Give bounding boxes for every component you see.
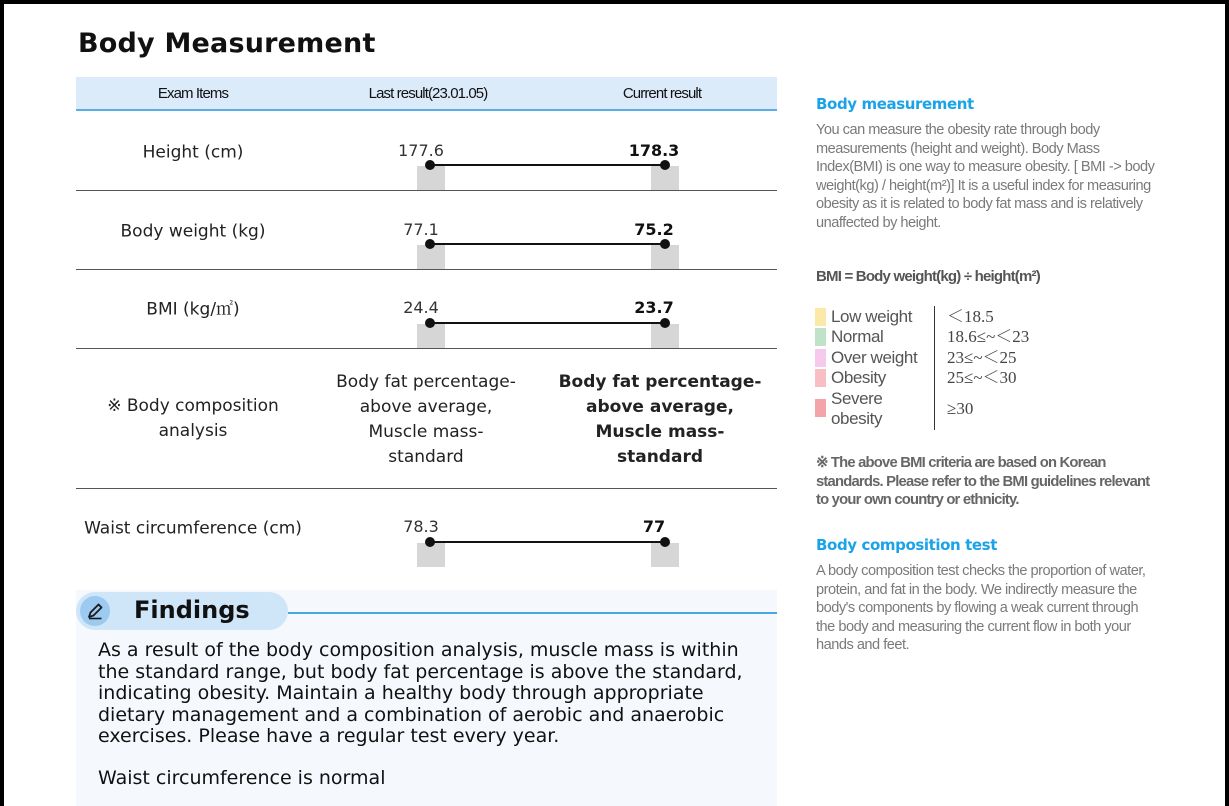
row-label-height: Height (cm) xyxy=(142,142,244,163)
row-divider xyxy=(76,488,777,489)
height-last-point xyxy=(425,160,435,170)
composition-current-line: standard xyxy=(616,447,703,467)
weight-current-value: 75.2 xyxy=(634,220,674,239)
legend-range-severe: ≥30 xyxy=(947,399,974,418)
height-current-point xyxy=(660,160,670,170)
header-last-result: Last result(23.01.05) xyxy=(368,85,488,102)
legend-category-normal: Normal xyxy=(831,327,884,346)
legend-swatch-normal xyxy=(815,328,826,346)
header-current-result: Current result xyxy=(622,85,702,102)
bmi-current-point xyxy=(660,318,670,328)
legend-category-obesity: Obesity xyxy=(831,368,886,387)
side-body-measurement-title: Body measurement xyxy=(816,95,974,113)
weight-last-point xyxy=(425,239,435,249)
findings-text: As a result of the body composition analysis, muscle mass is within the standard range, but body fat percentage is above the standard, indicating obesity. Maintain a healthy body through appropriate dietary management and a combination of aerobic and anaerobic exercises. Please have a regular test every year. xyxy=(98,639,743,748)
legend-range-obesity: 25≤~＜30 xyxy=(947,368,1017,387)
height-last-value: 177.6 xyxy=(398,141,444,160)
waist-last-point xyxy=(425,537,435,547)
bmi-formula: BMI = Body weight(kg) ÷ height(m²) xyxy=(816,268,1040,285)
row-divider xyxy=(76,269,777,270)
legend-category-low: Low weight xyxy=(831,307,913,326)
side-composition-text: A body composition test checks the proportion of water, protein, and fat in the body. We indirectly measure the body's components by flowing a weak current through the body and measuring the current flow in both your hands and feet. xyxy=(816,563,1146,653)
waist-current-point xyxy=(660,537,670,547)
legend-range-over: 23≤~＜25 xyxy=(947,348,1017,367)
findings-divider xyxy=(288,612,777,614)
composition-last-line: Muscle mass- xyxy=(368,422,484,442)
legend-swatch-low xyxy=(815,308,826,326)
legend-swatch-obesity xyxy=(815,369,826,387)
row-label-waist: Waist circumference (cm) xyxy=(84,518,302,539)
waist-trend-line xyxy=(430,541,665,543)
legend-swatch-over xyxy=(815,349,826,367)
weight-current-point xyxy=(660,239,670,249)
composition-current-line: Body fat percentage- xyxy=(558,372,762,392)
page-title: Body Measurement xyxy=(78,28,376,59)
legend-range-low: ＜18.5 xyxy=(947,307,994,326)
composition-last-line: Body fat percentage- xyxy=(336,372,516,392)
row-label-bmi: BMI (kg/㎡) xyxy=(146,299,240,320)
composition-label-line: ※ Body composition xyxy=(107,396,279,416)
waist-current-value: 77 xyxy=(642,517,666,536)
findings-title: Findings xyxy=(134,596,250,624)
height-trend-line xyxy=(430,164,665,166)
weight-last-value: 77.1 xyxy=(403,220,439,239)
composition-last-result xyxy=(311,370,541,470)
side-body-measurement-text: You can measure the obesity rate through body measurements (height and weight). Body Mass Index(BMI) is one way to measure obesity. [ BMI -> body weight(kg) / height(m²)] It is a useful index for measuring obesity as it is related to body fat mass and is relatively unaffected by height. xyxy=(816,122,1155,231)
composition-current-line: above average, xyxy=(586,397,734,417)
bmi-current-value: 23.7 xyxy=(634,298,674,317)
legend-divider xyxy=(934,306,935,430)
row-divider xyxy=(76,190,777,191)
composition-label-line: analysis xyxy=(158,421,228,441)
waist-last-value: 78.3 xyxy=(403,517,439,536)
bmi-last-value: 24.4 xyxy=(403,298,439,317)
legend-range-normal: 18.6≤~＜23 xyxy=(947,327,1030,346)
bmi-trend-line xyxy=(430,322,665,324)
composition-last-line: above average, xyxy=(359,397,493,417)
legend-category-severe xyxy=(831,389,882,429)
composition-last-line: standard xyxy=(388,447,464,467)
bmi-criteria-note: ※ The above BMI criteria are based on Korean standards. Please refer to the BMI guidelines relevant to your own country or ethnicity. xyxy=(816,455,1150,508)
findings-waist-note: Waist circumference is normal xyxy=(98,767,386,789)
side-composition-title: Body composition test xyxy=(816,536,997,554)
height-current-value: 178.3 xyxy=(628,141,680,160)
composition-current-result xyxy=(545,370,775,470)
row-label-composition xyxy=(107,394,279,444)
legend-category-over: Over weight xyxy=(831,348,918,367)
row-divider xyxy=(76,348,777,349)
composition-current-line: Muscle mass- xyxy=(595,422,725,442)
header-exam-items: Exam Items xyxy=(157,85,229,102)
pencil-icon xyxy=(80,596,110,626)
table-header xyxy=(76,77,777,111)
legend-category-severe-line: Severe xyxy=(831,389,883,408)
bmi-last-point xyxy=(425,318,435,328)
legend-category-severe-line: obesity xyxy=(831,409,883,428)
legend-swatch-severe xyxy=(815,399,826,417)
weight-trend-line xyxy=(430,243,665,245)
row-label-weight: Body weight (kg) xyxy=(120,221,266,242)
